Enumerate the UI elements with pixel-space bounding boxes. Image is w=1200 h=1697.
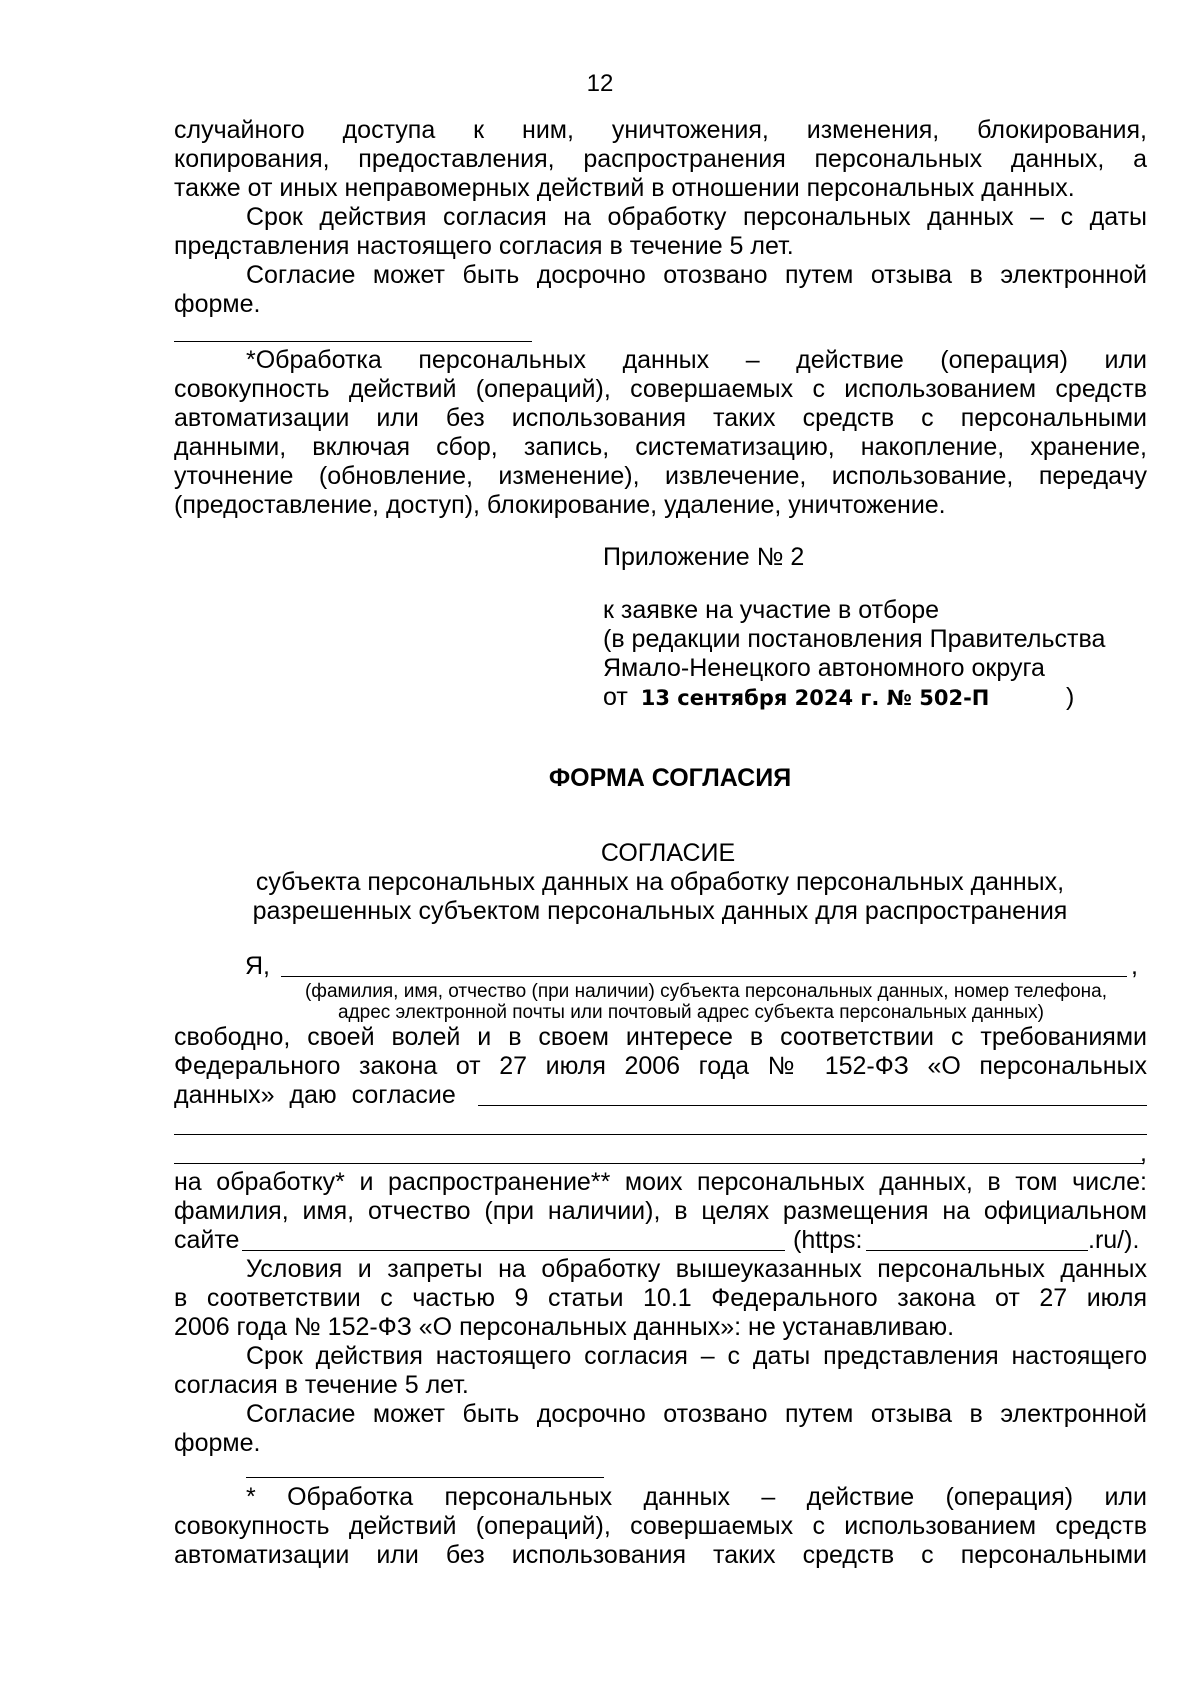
top-paragraph-line-1: случайного доступа к ним, уничтожения, изменения, блокирования, xyxy=(174,116,1147,144)
footnote-2-line-3: автоматизации или без использования таких средств с персональными xyxy=(174,1541,1147,1569)
consent-subtitle-1: субъекта персональных данных на обработку персональных данных, xyxy=(255,868,1065,896)
footnote-1-line-1: *Обработка персональных данных – действие (операция) или xyxy=(246,346,1147,374)
revoke-paragraph-line-2: форме. xyxy=(174,290,261,318)
ya-label: Я, xyxy=(245,952,270,980)
conditions-line-3: 2006 года № 152-ФЗ «О персональных данных»: не устанавливаю. xyxy=(174,1313,955,1341)
ya-line-comma: , xyxy=(1131,952,1138,980)
consent-heading: СОГЛАСИЕ xyxy=(600,839,736,867)
site-url-field[interactable] xyxy=(866,1250,1088,1251)
top-paragraph-line-2: копирования, предоставления, распространения персональных данных, а xyxy=(174,145,1147,173)
validity-paragraph-line-2: представления настоящего согласия в течение 5 лет. xyxy=(174,232,794,260)
revocation-line-1: Согласие может быть досрочно отозвано путем отзыва в электронной xyxy=(246,1400,1147,1428)
footnote-2-line-1: * Обработка персональных данных – действие (операция) или xyxy=(246,1483,1147,1511)
subject-field-hint-2: адрес электронной почты или почтовый адрес субъекта персональных данных) xyxy=(337,1002,1045,1023)
consent-body-line-1: свободно, своей волей и в своем интересе в соответствии с требованиями xyxy=(174,1023,1147,1051)
appendix-date-line xyxy=(603,683,1083,713)
site-label: сайте xyxy=(174,1226,240,1254)
top-paragraph-line-3: также от иных неправомерных действий в отношении персональных данных. xyxy=(174,174,1075,202)
footnote-1-line-4: данными, включая сбор, запись, систематизацию, накопление, хранение, xyxy=(174,433,1147,461)
decree-date-number: 13 сентября 2024 г. № 502-П xyxy=(640,686,990,710)
revocation-line-2: форме. xyxy=(174,1429,261,1457)
consent-body-line-2: Федерального закона от 27 июля 2006 года № 152-ФЗ «О персональных xyxy=(174,1052,1147,1080)
revoke-paragraph-line-1: Согласие может быть досрочно отозвано путем отзыва в электронной xyxy=(246,261,1147,289)
footnote-2-line-2: совокупность действий (операций), совершаемых с использованием средств xyxy=(174,1512,1147,1540)
date-closing-paren: ) xyxy=(1066,683,1075,711)
footnote-1-line-2: совокупность действий (операций), совершаемых с использованием средств xyxy=(174,375,1147,403)
consent-recipient-field-3[interactable] xyxy=(174,1163,1143,1164)
consent-body-line-6: на обработку* и распространение** моих персональных данных, в том числе: xyxy=(174,1168,1147,1196)
appendix-line-3: Ямало-Ненецкого автономного округа xyxy=(603,654,1045,682)
consent-body-line-7: фамилия, имя, отчество (при наличии), в целях размещения на официальном xyxy=(174,1197,1147,1225)
conditions-line-1: Условия и запреты на обработку вышеуказанных персональных данных xyxy=(246,1255,1147,1283)
subject-field-hint-1: (фамилия, имя, отчество (при наличии) субъекта персональных данных, номер телефона, xyxy=(304,981,1108,1002)
validity-paragraph-line-1: Срок действия согласия на обработку персональных данных – с даты xyxy=(246,203,1147,231)
subject-name-field[interactable] xyxy=(281,976,1127,977)
term-line-1: Срок действия настоящего согласия – с даты представления настоящего xyxy=(246,1342,1147,1370)
footnote-1-line-5: уточнение (обновление, изменение), извлечение, использование, передачу xyxy=(174,462,1147,490)
appendix-line-1: к заявке на участие в отборе xyxy=(603,596,940,624)
appendix-line-2: (в редакции постановления Правительства xyxy=(603,625,1106,653)
site-url-suffix: .ru/). xyxy=(1088,1226,1140,1254)
form-title: ФОРМА СОГЛАСИЯ xyxy=(548,764,792,792)
conditions-line-2: в соответствии с частью 9 статьи 10.1 Федерального закона от 27 июля xyxy=(174,1284,1147,1312)
footnote-1-line-6: (предоставление, доступ), блокирование, удаление, уничтожение. xyxy=(174,491,946,519)
page-number: 12 xyxy=(586,70,614,97)
term-line-2: согласия в течение 5 лет. xyxy=(174,1371,469,1399)
footnote-2-separator xyxy=(246,1477,604,1478)
consent-recipient-field-1[interactable] xyxy=(478,1105,1147,1106)
date-prefix: от xyxy=(603,683,628,711)
footnote-separator xyxy=(174,341,532,342)
consent-subtitle-2: разрешенных субъектом персональных данных для распространения xyxy=(252,897,1068,925)
recipient-line-comma: , xyxy=(1140,1139,1147,1167)
consent-recipient-field-2[interactable] xyxy=(174,1134,1147,1135)
site-name-field[interactable] xyxy=(242,1250,785,1251)
site-url-prefix: (https: xyxy=(793,1226,863,1254)
consent-body-line-3: данных» даю согласие xyxy=(174,1081,456,1109)
appendix-title: Приложение № 2 xyxy=(603,543,805,571)
footnote-1-line-3: автоматизации или без использования таких средств с персональными xyxy=(174,404,1147,432)
